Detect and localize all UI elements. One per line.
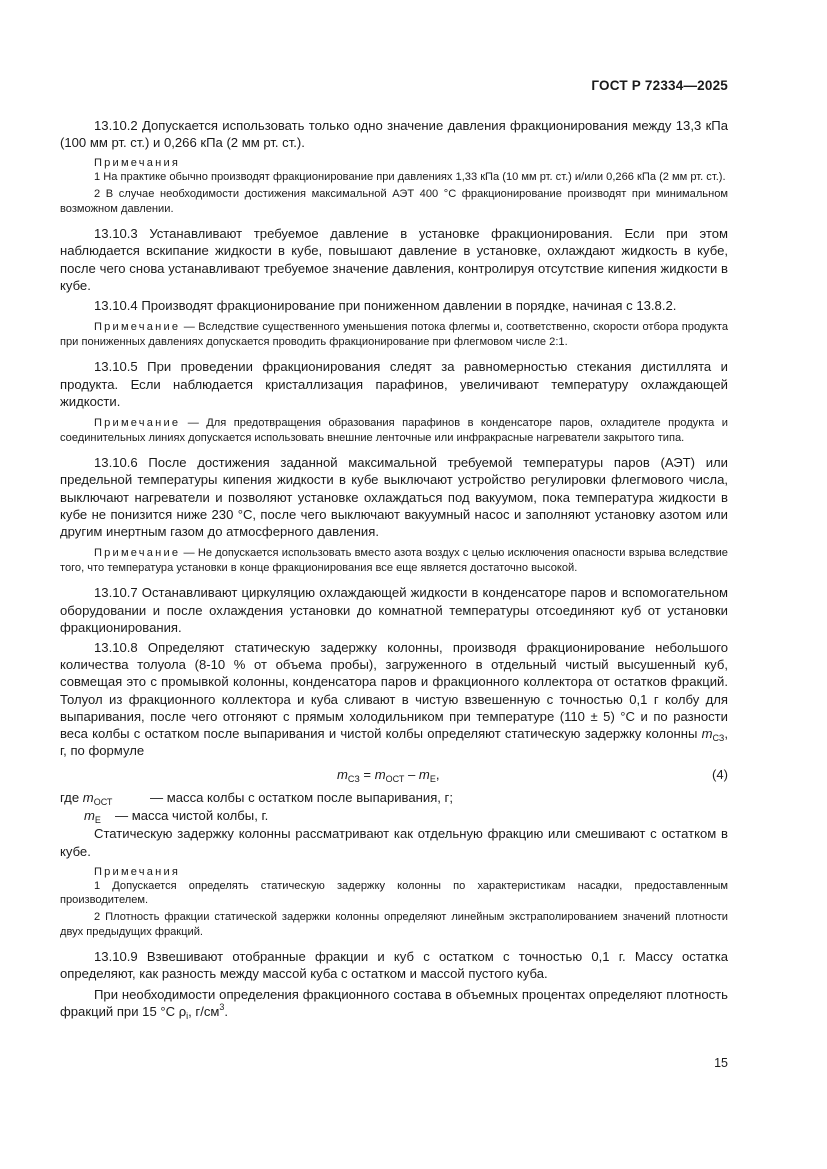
subscript: i [186,1010,189,1021]
definition-row [60,807,728,825]
definition-text: — масса чистой колбы, г. [115,808,269,824]
comma: , [435,767,440,783]
note-label: Примечание [94,547,181,560]
note-item: 1 На практике обычно производят фракционирование при давлениях 1,33 кПа (10 мм рт. ст.) и/или 0,266 кПа (2 мм рт. ст.). [94,171,726,184]
formula-4 [60,765,728,787]
note-item: 1 Допускается определять статическую задержку колонны по характеристикам насадки, предоставленным производителем. [60,879,728,907]
paragraph-13-10-8 [60,639,728,759]
note [60,416,728,445]
paragraph-static-holdup: Статическую задержку колонны рассматривают как отдельную фракцию или смешивают с остатком в кубе. [60,826,728,859]
paragraph-tail: , г, по формуле [60,726,728,759]
symbol-m: m [374,767,386,783]
symbol-m: m [84,808,95,824]
note-text: — Для предотвращения образования парафинов в конденсаторе паров, охладителе продукта и соединительных линиях допускается использовать внешние ленточные или инфракрасные нагреватели закрытого типа. [60,417,728,444]
symbol-m: m [337,767,348,783]
period: . [224,1003,229,1019]
subscript: ОСТ [385,774,405,785]
definition-symbol [60,789,112,806]
paragraph-13-10-9: 13.10.9 Взвешивают отобранные фракции и куб с остатком с точностью 0,1 г. Массу остатка определяют, как разность между массой куба с остатком и массой пустого куба. [60,949,728,982]
superscript: 3 [219,1001,225,1012]
note [60,320,728,349]
paragraph-text: 13.10.8 Определяют статическую задержку колонны, производя фракционирование небольшого количества толуола (8-10 % от объема пробы), загруженного в отдельный чистый высушенный куб, совмещая это с промывкой колонны, конденсатора паров и фракционного коллектора от остатков фракций. Толуол из фракционного коллектора и куба сливают в чистую взвешенную с точностью 0,1 г колбу для выпаривания, после чего отгоняют с прямым холодильником при температуре (110 ± 5) °С и по разности веса колбы с остатком после выпаривания и чистой колбы определяют статическую задержку колонны [60,640,728,742]
notes-heading: Примечания [94,865,181,878]
equals-sign: = [359,767,375,783]
symbol-m: m [82,790,94,806]
subscript: СЗ [712,733,725,744]
definition-row [60,789,728,807]
definition-text: — масса колбы с остатком после выпаривания, г; [150,790,453,806]
page-content [60,117,728,1023]
symbol-m: m [418,767,430,783]
page-number: 15 [714,1056,728,1070]
where-word: где [60,790,80,806]
definition-symbol [84,807,101,824]
subscript: Е [94,815,101,826]
note [60,546,728,575]
subscript: СЗ [347,774,360,785]
formula-expression [337,765,439,785]
paragraph-13-10-5: 13.10.5 При проведении фракционирования следят за равномерностью стекания дистиллята и продукта. Если наблюдается кристаллизация парафинов, увеличивают температуру охлаждающей жидкости. [60,359,728,409]
note-text: — Вследствие существенного уменьшения потока флегмы и, соответственно, скорости отбора продукта при пониженных давлениях допускается проводить фракционирование при флегмовом числе 2:1. [60,321,728,348]
note-label: Примечание [94,417,181,429]
note-text: — Не допускается использовать вместо азота воздух с целью исключения опасности взрыва вследствие того, что температура установки в конце фракционирования все еще является достаточно высокой. [60,547,728,574]
subscript: Е [429,774,436,785]
paragraph-13-10-6: 13.10.6 После достижения заданной максимальной требуемой температуры паров (АЭТ) или предельной температуры кипения жидкости в кубе выключают устройство регулировки флегмового числа, выключают нагреватели и позволяют установке охлаждаться под вакуумом, пока температура жидкости в кубе не понизится ниже 230 °С, после чего выключают вакуумный насос и заполняют установку азотом или другим инертным газом до атмосферного давления. [60,455,728,539]
note-item: 2 В случае необходимости достижения максимальной АЭТ 400 °С фракционирование производят при минимальном возможном давлении. [60,188,728,215]
paragraph-13-10-4: 13.10.4 Производят фракционирование при пониженном давлении в порядке, начиная с 13.8.2. [94,298,677,313]
note-item: 2 Плотность фракции статической задержки колонны определяют линейным экстраполированием значений плотности двух предыдущих фракций. [60,911,728,938]
formula-number: (4) [711,767,728,783]
paragraph-13-10-2: 13.10.2 Допускается использовать только одно значение давления фракционирования между 13,3 кПа (100 мм рт. ст.) и 0,266 кПа (2 мм рт. ст.). [60,118,728,151]
document-id-header: ГОСТ Р 72334—2025 [591,78,728,93]
notes-heading: Примечания [94,157,181,170]
note-label: Примечание [94,321,181,334]
subscript: ОСТ [93,797,113,808]
symbol-m: m [701,726,713,742]
minus-sign: – [404,767,419,783]
paragraph-13-10-7: 13.10.7 Останавливают циркуляцию охлаждающей жидкости в конденсаторе паров и вспомогательном оборудовании и после охлаждения установки до комнатной температуры отсоединяют куб от установки фракционирования. [60,585,728,635]
unit-text: , г/см [188,1003,220,1019]
paragraph-13-10-3: 13.10.3 Устанавливают требуемое давление в установке фракционирования. Если при этом наблюдается вскипание жидкости в кубе, повышают давление в установке, охлаждают жидкость в кубе, после чего снова устанавливают требуемое значение давления, контролируя отсутствие кипения жидкости в кубе. [60,226,728,293]
paragraph-text: При необходимости определения фракционного состава в объемных процентах определяют плотность фракций при 15 °С [60,986,728,1019]
paragraph-density [60,986,728,1020]
symbol-rho: ρ [178,1003,187,1019]
